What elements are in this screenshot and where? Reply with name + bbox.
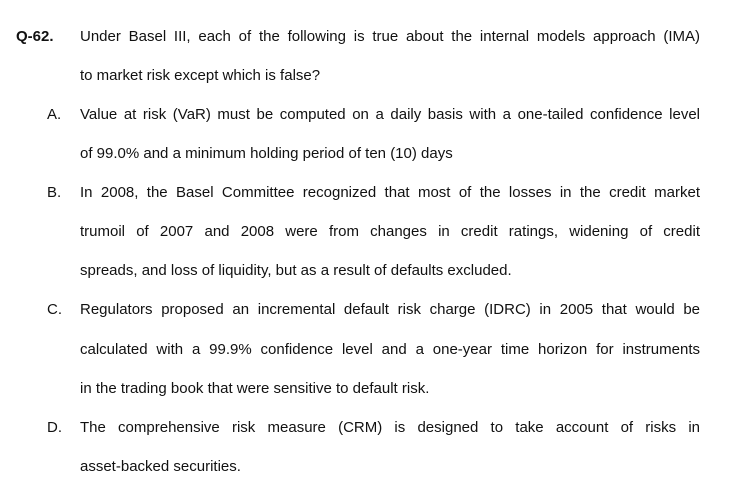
option-c-line-3: in the trading book that were sensitive to default risk. bbox=[80, 380, 430, 397]
option-a-line-1: Value at risk (VaR) must be computed on a daily basis with a one-tailed confidence level bbox=[80, 106, 700, 123]
option-b-line-1: In 2008, the Basel Committee recognized that most of the losses in the credit market bbox=[80, 184, 700, 201]
option-a-line-2: of 99.0% and a minimum holding period of ten (10) days bbox=[80, 145, 453, 162]
option-d-line-2: asset-backed securities. bbox=[80, 458, 241, 475]
option-d-letter: D. bbox=[47, 419, 62, 436]
question-text-line-1: Under Basel III, each of the following is true about the internal models approach (IMA) bbox=[80, 28, 700, 45]
option-b-letter: B. bbox=[47, 184, 62, 201]
option-c-line-1: Regulators proposed an incremental default risk charge (IDRC) in 2005 that would be bbox=[80, 301, 700, 318]
option-a-letter: A. bbox=[47, 106, 62, 123]
option-b-line-3: spreads, and loss of liquidity, but as a result of defaults excluded. bbox=[80, 262, 512, 279]
question-text-line-2: to market risk except which is false? bbox=[80, 67, 321, 84]
question-number: Q-62. bbox=[16, 28, 54, 45]
option-b-line-2: trumoil of 2007 and 2008 were from changes in credit ratings, widening of credit bbox=[80, 223, 700, 240]
option-c-letter: C. bbox=[47, 301, 62, 318]
option-c-line-2: calculated with a 99.9% confidence level and a one-year time horizon for instruments bbox=[80, 341, 700, 358]
option-d-line-1: The comprehensive risk measure (CRM) is designed to take account of risks in bbox=[80, 419, 700, 436]
